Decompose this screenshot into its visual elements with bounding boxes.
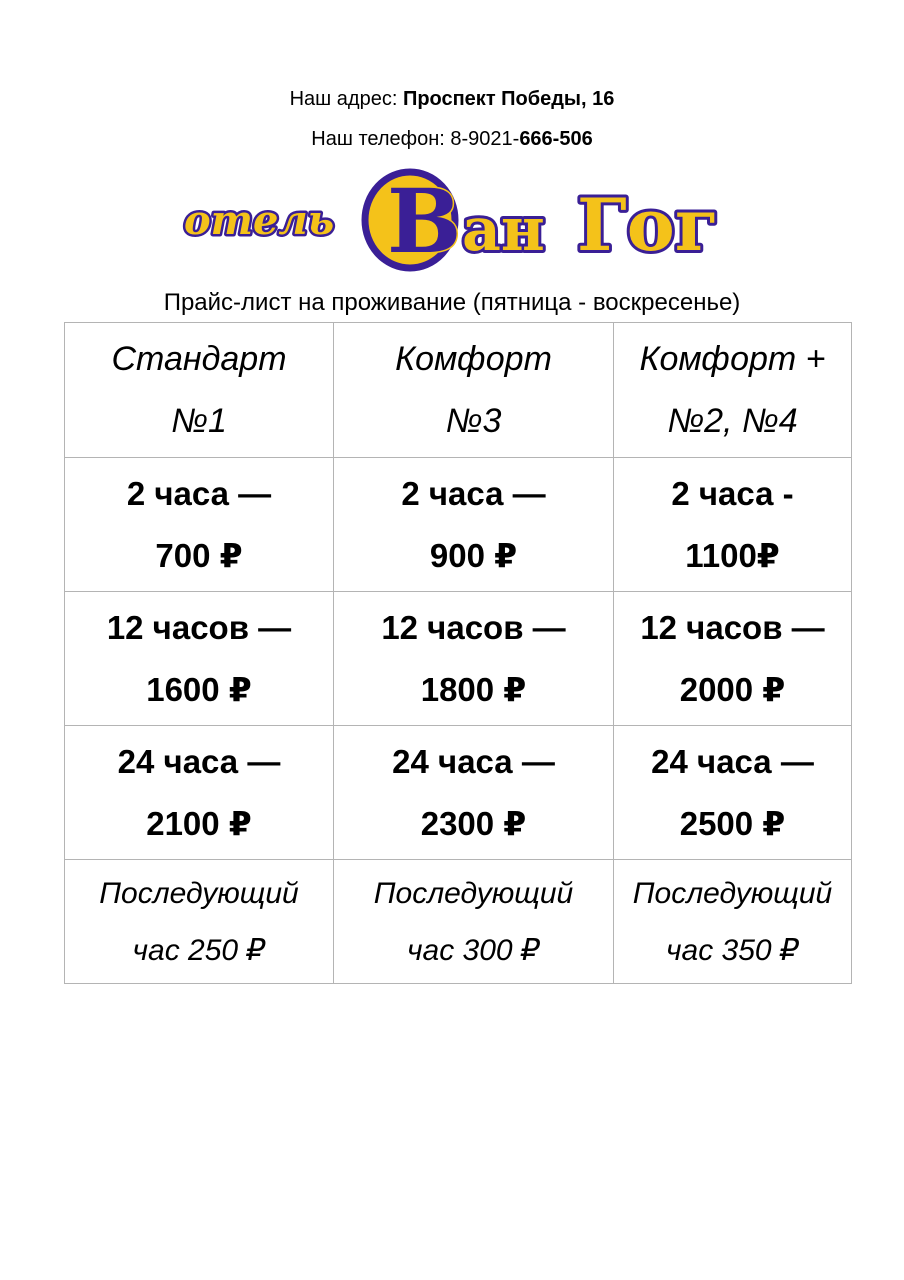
duration-label: 24 часа — — [651, 742, 814, 780]
address-line — [0, 87, 904, 111]
table-row-2-hours — [65, 458, 852, 592]
extra-label: Последующий — [632, 876, 833, 910]
table-row-12-hours — [65, 592, 852, 726]
phone-label: Наш телефон: 8-9021- — [311, 128, 520, 150]
duration-label: 12 часов — — [106, 608, 292, 646]
extra-label: Последующий — [99, 876, 299, 910]
price-cell — [65, 458, 334, 592]
phone-line — [0, 127, 904, 151]
extra-hour-cell — [334, 860, 614, 984]
category-cell-comfort-plus — [614, 323, 852, 458]
room-numbers: №1 — [171, 402, 227, 440]
category-cell-comfort — [334, 323, 614, 458]
duration-label: 2 часа — — [401, 474, 546, 512]
extra-value: час 350 ₽ — [665, 933, 800, 967]
hotel-logo — [180, 168, 725, 274]
price-value: 2500 ₽ — [679, 804, 786, 842]
price-cell — [614, 458, 852, 592]
price-value: 1600 ₽ — [146, 670, 252, 708]
category-name: Комфорт + — [639, 340, 826, 378]
extra-value: час 250 ₽ — [132, 933, 266, 967]
duration-label: 24 часа — — [392, 742, 555, 780]
category-name: Комфорт — [395, 340, 552, 378]
category-name: Стандарт — [111, 340, 287, 378]
price-cell — [334, 592, 614, 726]
table-row-categories — [65, 323, 852, 458]
extra-value: час 300 ₽ — [406, 933, 541, 967]
room-numbers: №2, №4 — [667, 402, 798, 440]
price-cell — [334, 726, 614, 860]
price-value: 1100₽ — [685, 536, 780, 574]
category-cell-standard — [65, 323, 334, 458]
extra-label: Последующий — [373, 876, 574, 910]
duration-label: 12 часов — — [640, 608, 825, 646]
price-cell — [65, 592, 334, 726]
logo-letter-v: В — [387, 169, 462, 273]
address-label: Наш адрес: — [289, 88, 403, 110]
price-cell — [614, 726, 852, 860]
price-list-title: Прайс-лист на проживание (пятница - воскресенье) — [163, 289, 741, 316]
price-value: 900 ₽ — [429, 536, 518, 574]
room-numbers: №3 — [445, 402, 502, 440]
address-value: Проспект Победы, 16 — [402, 88, 615, 110]
price-cell — [65, 726, 334, 860]
price-value: 1800 ₽ — [420, 670, 527, 708]
price-value: 700 ₽ — [155, 536, 243, 574]
price-cell — [334, 458, 614, 592]
duration-label: 2 часа - — [671, 474, 794, 512]
logo-name-rest-2: Гог — [577, 182, 719, 267]
phone-value: 666-506 — [519, 128, 593, 150]
extra-hour-cell — [614, 860, 852, 984]
price-cell — [614, 592, 852, 726]
price-value: 2300 ₽ — [420, 804, 527, 842]
extra-hour-cell — [65, 860, 334, 984]
duration-label: 24 часа — — [117, 742, 281, 780]
logo-name-rest-1: ан — [462, 195, 545, 265]
price-value: 2000 ₽ — [679, 670, 786, 708]
price-table — [64, 322, 852, 984]
table-row-24-hours — [65, 726, 852, 860]
price-value: 2100 ₽ — [146, 804, 252, 842]
logo-prefix-text: отель — [184, 197, 335, 244]
duration-label: 2 часа — — [126, 474, 272, 512]
duration-label: 12 часов — — [381, 608, 566, 646]
table-row-extra-hour — [65, 860, 852, 984]
